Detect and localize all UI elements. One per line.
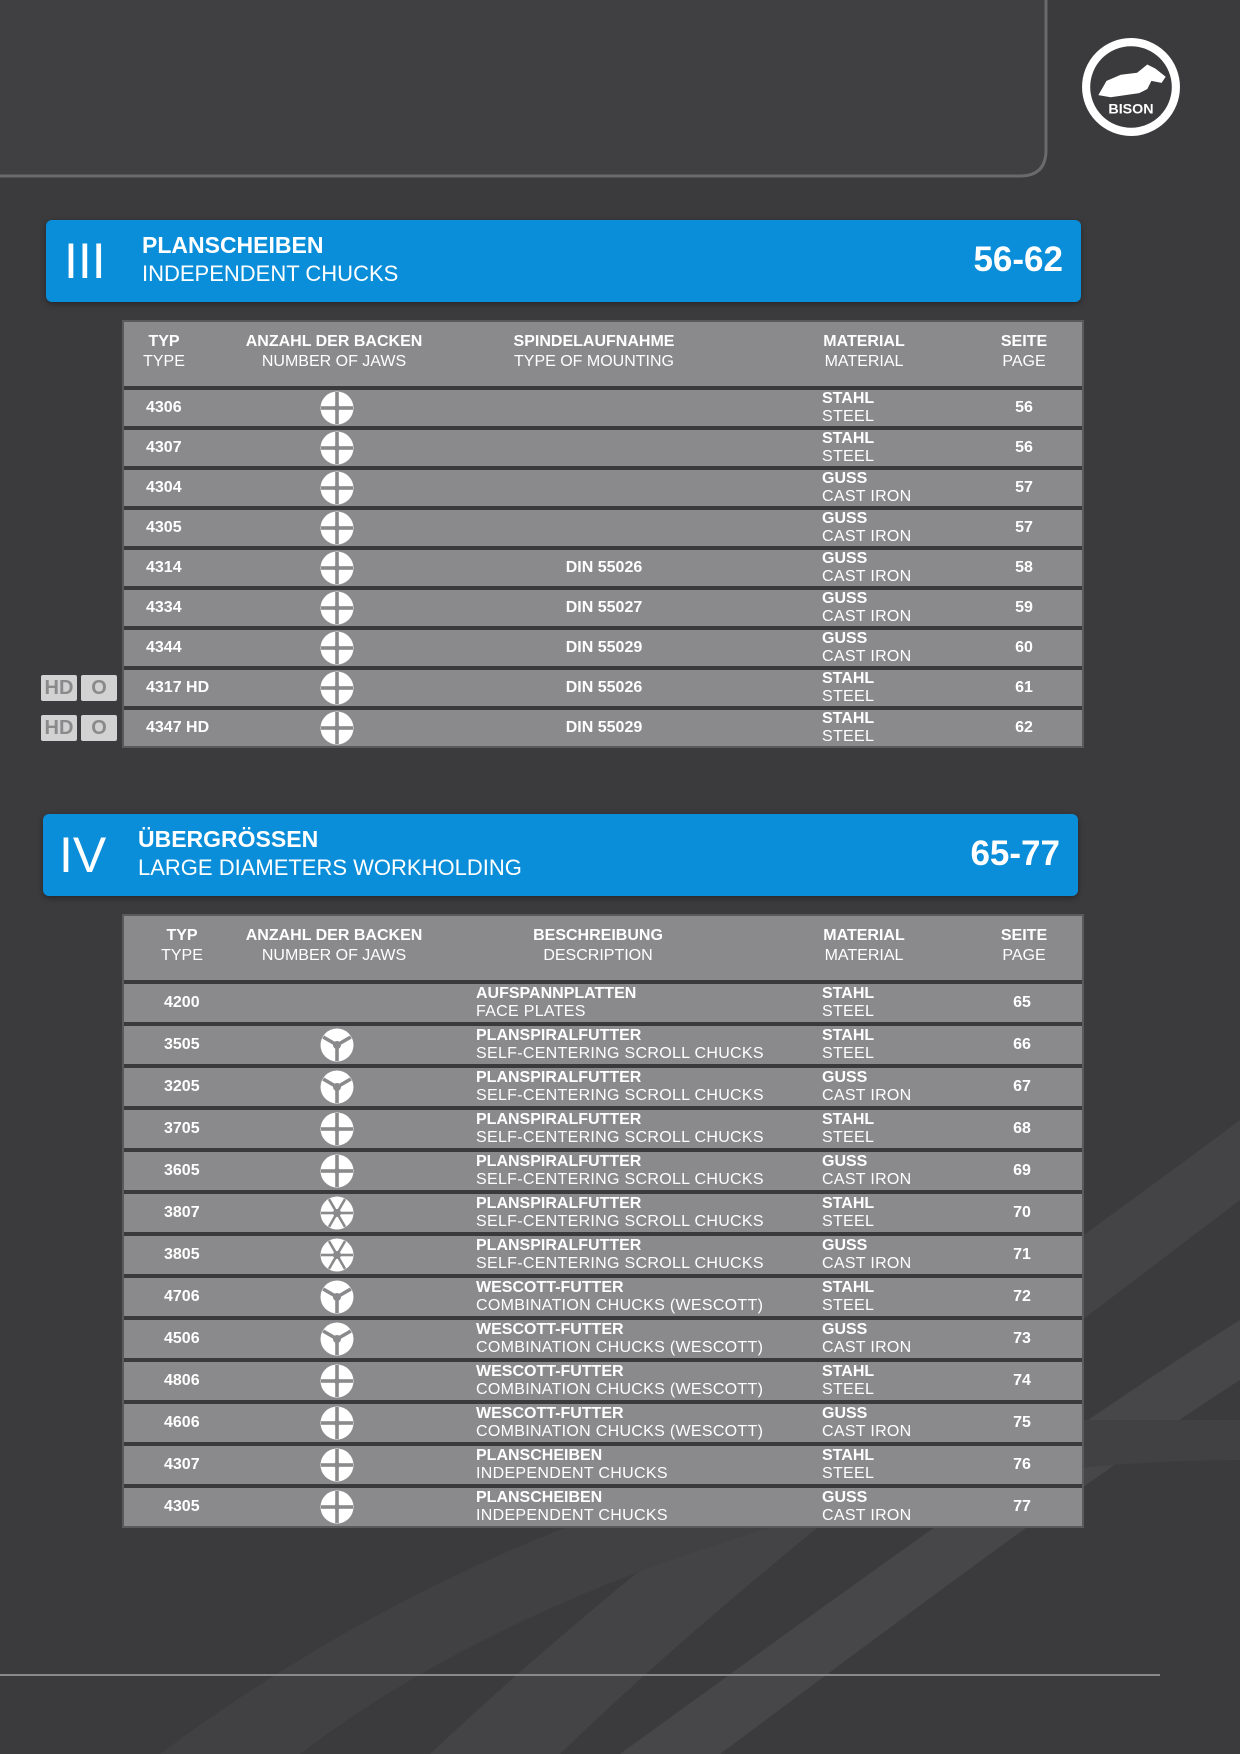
mounting-value: DIN 55029 [565,639,643,656]
material-en: CAST IRON [822,488,912,505]
page-cell [992,1446,1052,1484]
mounting-cell [504,470,704,506]
page-value: 70 [1013,1204,1031,1221]
material-de: STAHL [822,1279,875,1296]
material-en: CAST IRON [822,648,912,665]
page-value: 56 [1015,439,1033,456]
page-value: 60 [1015,639,1033,656]
material-de: GUSS [822,470,868,487]
material-de: STAHL [822,1027,875,1044]
material-de: GUSS [822,1153,868,1170]
mounting-cell [504,710,704,746]
table-row [124,470,1082,506]
page-value: 72 [1013,1288,1031,1305]
table-row [124,1362,1082,1400]
type-cell [164,1236,264,1274]
material-cell [822,1362,982,1400]
description-cell [476,1278,796,1316]
material-de: STAHL [822,985,875,1002]
page-cell [994,550,1054,586]
type-value: 4306 [146,399,182,416]
section-title: ÜBERGRÖSSEN [138,826,319,852]
page-value: 74 [1013,1372,1031,1389]
material-cell [822,1152,982,1190]
section-number: IV [59,827,107,883]
material-de: GUSS [822,550,868,567]
three-jaw-icon [320,1322,354,1356]
header-page: SEITE PAGE [1000,333,1048,370]
material-cell [822,1278,982,1316]
page-value: 56 [1015,399,1033,416]
type-cell [146,510,246,546]
page-value: 67 [1013,1078,1031,1095]
page-cell [992,1026,1052,1064]
badge-o: O [81,675,117,701]
material-de: GUSS [822,1237,868,1254]
material-cell [822,550,982,586]
mounting-cell [504,630,704,666]
description-en: SELF-CENTERING SCROLL CHUCKS [476,1213,764,1230]
six-jaw-icon [320,1196,354,1230]
table-header [124,916,1082,980]
type-cell [164,1026,264,1064]
page-value: 77 [1013,1498,1031,1515]
material-cell [822,1404,982,1442]
type-value: 3205 [164,1078,200,1095]
description-cell [476,984,796,1022]
type-cell [146,710,246,746]
mounting-cell [504,390,704,426]
material-en: CAST IRON [822,1507,912,1524]
page-cell [994,670,1054,706]
header-type: TYP TYPE [161,927,203,964]
four-jaw-icon [320,1112,354,1146]
description-en: COMBINATION CHUCKS (WESCOTT) [476,1339,764,1356]
material-de: STAHL [822,670,875,687]
description-de: WESCOTT-FUTTER [476,1405,624,1422]
mounting-value: DIN 55027 [565,599,643,616]
independent-chucks-table [122,320,1084,748]
material-en: CAST IRON [822,1339,912,1356]
material-en: CAST IRON [822,568,912,585]
description-cell [476,1110,796,1148]
type-value: 3605 [164,1162,200,1179]
mounting-value: DIN 55026 [565,679,643,696]
material-cell [822,984,982,1022]
material-cell [822,590,982,626]
table-row [124,1152,1082,1190]
header-description: BESCHREIBUNG DESCRIPTION [533,927,663,964]
material-en: CAST IRON [822,1171,912,1188]
table-row [124,1194,1082,1232]
four-jaw-icon [320,631,354,665]
type-cell [146,550,246,586]
type-cell [164,1278,264,1316]
description-de: AUFSPANNPLATTEN [476,985,637,1002]
material-cell [822,1488,982,1526]
material-en: STEEL [822,408,875,425]
material-en: CAST IRON [822,1255,912,1272]
section-pages: 65-77 [970,834,1060,873]
material-cell [822,470,982,506]
material-en: STEEL [822,1465,875,1482]
material-en: STEEL [822,1045,875,1062]
mounting-cell [504,590,704,626]
page-cell [994,630,1054,666]
four-jaw-icon [320,1406,354,1440]
section-pages: 56-62 [973,240,1063,279]
page-cell [992,1068,1052,1106]
type-cell [164,1362,264,1400]
mounting-cell [504,510,704,546]
page-cell [992,1320,1052,1358]
description-de: PLANSPIRALFUTTER [476,1195,642,1212]
type-cell [164,1488,264,1526]
material-de: STAHL [822,430,875,447]
material-de: STAHL [822,1447,875,1464]
type-value: 4806 [164,1372,200,1389]
material-cell [822,1320,982,1358]
header-jaws: ANZAHL DER BACKEN NUMBER OF JAWS [245,333,423,370]
description-de: PLANSPIRALFUTTER [476,1027,642,1044]
type-cell [164,1152,264,1190]
material-de: STAHL [822,710,875,727]
page-value: 75 [1013,1414,1031,1431]
table-row [124,1026,1082,1064]
material-en: STEEL [822,1213,875,1230]
description-de: PLANSPIRALFUTTER [476,1069,642,1086]
mounting-cell [504,670,704,706]
footer-divider [0,1674,1160,1676]
page-value: 57 [1015,479,1033,496]
description-de: WESCOTT-FUTTER [476,1321,624,1338]
page-cell [992,1488,1052,1526]
type-cell [164,1320,264,1358]
mounting-cell [504,550,704,586]
section-header-iii [46,220,1081,302]
page-cell [992,1404,1052,1442]
type-value: 4344 [146,639,182,656]
page-value: 61 [1015,679,1033,696]
page-cell [994,430,1054,466]
type-value: 4314 [146,559,182,576]
type-cell [146,470,246,506]
section-header-iv [43,814,1078,896]
page-value: 76 [1013,1456,1031,1473]
page-value: 66 [1013,1036,1031,1053]
page-value: 58 [1015,559,1033,576]
table-row [124,1068,1082,1106]
material-de: STAHL [822,1195,875,1212]
type-cell [146,430,246,466]
table-row [124,430,1082,466]
four-jaw-icon [320,431,354,465]
header-material: MATERIAL MATERIAL [823,333,905,370]
type-cell [146,670,246,706]
page-cell [992,984,1052,1022]
material-de: GUSS [822,1321,868,1338]
material-cell [822,630,982,666]
type-cell [164,1194,264,1232]
description-en: FACE PLATES [476,1003,586,1020]
type-value: 4334 [146,599,182,616]
description-en: SELF-CENTERING SCROLL CHUCKS [476,1255,764,1272]
description-en: INDEPENDENT CHUCKS [476,1507,668,1524]
three-jaw-icon [320,1280,354,1314]
page-cell [994,510,1054,546]
material-en: CAST IRON [822,608,912,625]
description-de: PLANSPIRALFUTTER [476,1111,642,1128]
description-cell [476,1026,796,1064]
header-type: TYP TYPE [143,333,185,370]
description-de: PLANSCHEIBEN [476,1489,603,1506]
mounting-value: DIN 55026 [565,559,643,576]
table-row [124,1278,1082,1316]
page-value: 71 [1013,1246,1031,1263]
description-de: PLANSPIRALFUTTER [476,1237,642,1254]
material-en: STEEL [822,1003,875,1020]
type-cell [164,1404,264,1442]
page-value: 62 [1015,719,1033,736]
description-cell [476,1068,796,1106]
description-cell [476,1194,796,1232]
type-value: 4305 [146,519,182,536]
table-header [124,322,1082,386]
description-de: WESCOTT-FUTTER [476,1363,624,1380]
page-cell [994,390,1054,426]
page-value: 59 [1015,599,1033,616]
badge-hd: HD [41,715,77,741]
header-mounting: SPINDELAUFNAHME TYPE OF MOUNTING [513,333,675,370]
type-value: 4307 [164,1456,200,1473]
four-jaw-icon [320,671,354,705]
material-de: STAHL [822,1111,875,1128]
bison-logo [1080,36,1182,138]
table-body [124,390,1082,746]
description-cell [476,1446,796,1484]
type-value: 4317 HD [146,679,210,696]
table-row [124,630,1082,666]
material-de: GUSS [822,510,868,527]
material-de: GUSS [822,1069,868,1086]
page-value: 68 [1013,1120,1031,1137]
description-cell [476,1152,796,1190]
type-cell [146,390,246,426]
type-cell [164,1068,264,1106]
header-jaws: ANZAHL DER BACKEN NUMBER OF JAWS [245,927,423,964]
table-row [124,1236,1082,1274]
section-titles [138,824,522,882]
description-de: WESCOTT-FUTTER [476,1279,624,1296]
section-subtitle: LARGE DIAMETERS WORKHOLDING [138,855,522,880]
material-de: GUSS [822,630,868,647]
page-value: 73 [1013,1330,1031,1347]
page-value: 57 [1015,519,1033,536]
type-value: 3805 [164,1246,200,1263]
description-cell [476,1362,796,1400]
page-cell [992,1278,1052,1316]
description-en: COMBINATION CHUCKS (WESCOTT) [476,1381,764,1398]
mounting-cell [504,430,704,466]
table-row [124,1446,1082,1484]
material-cell [822,1068,982,1106]
type-cell [164,1446,264,1484]
table-row [124,1110,1082,1148]
description-cell [476,1404,796,1442]
description-cell [476,1236,796,1274]
four-jaw-icon [320,551,354,585]
type-value: 4706 [164,1288,200,1305]
type-cell [146,630,246,666]
four-jaw-icon [320,1490,354,1524]
type-value: 3505 [164,1036,200,1053]
type-cell [164,984,264,1022]
type-value: 4506 [164,1330,200,1347]
type-value: 4304 [146,479,182,496]
description-cell [476,1320,796,1358]
table-row [124,984,1082,1022]
material-de: STAHL [822,1363,875,1380]
material-en: STEEL [822,688,875,705]
three-jaw-icon [320,1070,354,1104]
type-value: 4606 [164,1414,200,1431]
table-row [124,1404,1082,1442]
page-cell [992,1194,1052,1232]
table-body [124,984,1082,1526]
material-cell [822,430,982,466]
four-jaw-icon [320,471,354,505]
four-jaw-icon [320,711,354,745]
page-cell [994,470,1054,506]
description-en: COMBINATION CHUCKS (WESCOTT) [476,1423,764,1440]
material-cell [822,390,982,426]
material-en: CAST IRON [822,1423,912,1440]
description-en: SELF-CENTERING SCROLL CHUCKS [476,1171,764,1188]
table-row [124,550,1082,586]
material-de: STAHL [822,390,875,407]
description-cell [476,1488,796,1526]
material-cell [822,1446,982,1484]
material-en: STEEL [822,448,875,465]
section-subtitle: INDEPENDENT CHUCKS [142,261,399,286]
large-diameters-table [122,914,1084,1528]
type-value: 3807 [164,1204,200,1221]
four-jaw-icon [320,1364,354,1398]
table-row [124,510,1082,546]
description-en: COMBINATION CHUCKS (WESCOTT) [476,1297,764,1314]
page-cell [992,1362,1052,1400]
type-value: 4307 [146,439,182,456]
mounting-value: DIN 55029 [565,719,643,736]
material-en: STEEL [822,1381,875,1398]
header-material: MATERIAL MATERIAL [823,927,905,964]
material-cell [822,1110,982,1148]
page-cell [992,1152,1052,1190]
table-row [124,590,1082,626]
table-row [124,1320,1082,1358]
six-jaw-icon [320,1238,354,1272]
description-en: SELF-CENTERING SCROLL CHUCKS [476,1087,764,1104]
description-en: INDEPENDENT CHUCKS [476,1465,668,1482]
material-cell [822,1194,982,1232]
type-value: 3705 [164,1120,200,1137]
logo-text: BISON [1108,101,1154,118]
material-cell [822,670,982,706]
material-cell [822,510,982,546]
material-en: STEEL [822,1129,875,1146]
type-value: 4347 HD [146,719,210,736]
type-value: 4305 [164,1498,200,1515]
header-page: SEITE PAGE [1000,927,1048,964]
description-de: PLANSCHEIBEN [476,1447,603,1464]
material-de: GUSS [822,1405,868,1422]
page-cell [994,710,1054,746]
four-jaw-icon [320,391,354,425]
badge-o: O [81,715,117,741]
material-en: CAST IRON [822,528,912,545]
four-jaw-icon [320,1154,354,1188]
material-cell [822,1026,982,1064]
section-title: PLANSCHEIBEN [142,232,324,258]
badge-hd: HD [41,675,77,701]
four-jaw-icon [320,511,354,545]
section-titles [142,230,398,288]
type-value: 4200 [164,994,200,1011]
four-jaw-icon [320,591,354,625]
type-cell [164,1110,264,1148]
type-cell [146,590,246,626]
table-row [124,390,1082,426]
material-cell [822,710,982,746]
table-row [124,710,1082,746]
description-en: SELF-CENTERING SCROLL CHUCKS [476,1129,764,1146]
page-cell [994,590,1054,626]
section-number: III [64,233,106,289]
four-jaw-icon [320,1448,354,1482]
description-de: PLANSPIRALFUTTER [476,1153,642,1170]
material-cell [822,1236,982,1274]
material-en: STEEL [822,728,875,745]
page-cell [992,1236,1052,1274]
three-jaw-icon [320,1028,354,1062]
table-row [124,1488,1082,1526]
material-de: GUSS [822,590,868,607]
material-en: STEEL [822,1297,875,1314]
material-en: CAST IRON [822,1087,912,1104]
material-de: GUSS [822,1489,868,1506]
table-row [124,670,1082,706]
page-value: 65 [1013,994,1031,1011]
description-en: SELF-CENTERING SCROLL CHUCKS [476,1045,764,1062]
page-value: 69 [1013,1162,1031,1179]
page-cell [992,1110,1052,1148]
